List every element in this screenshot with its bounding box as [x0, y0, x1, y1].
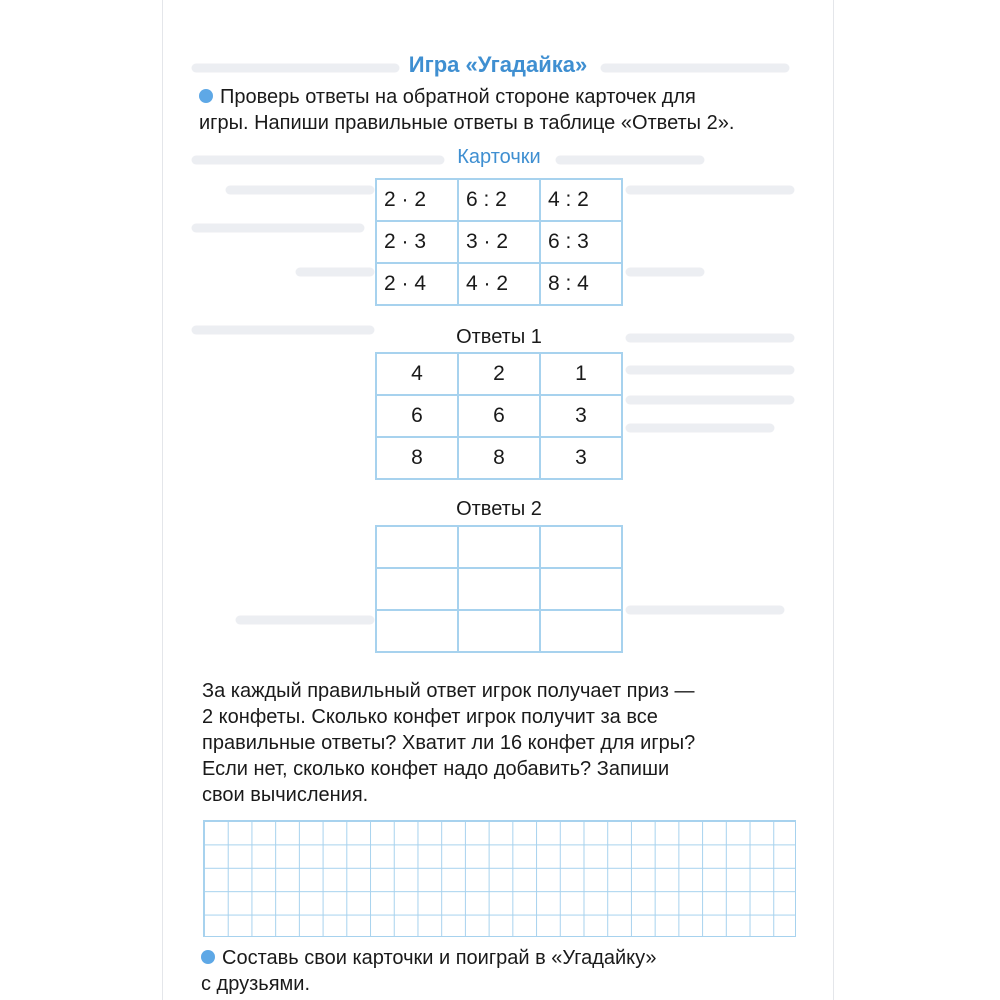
answer-input-cell[interactable] — [376, 526, 458, 568]
answer-cell: 6 — [376, 395, 458, 437]
cards-caption: Карточки — [457, 146, 541, 168]
problem-line-3: правильные ответы? Хватит ли 16 конфет для игры? — [202, 732, 696, 754]
card-cell: 8 : 4 — [540, 263, 622, 305]
answer-input-cell[interactable] — [540, 526, 622, 568]
answer-cell: 8 — [376, 437, 458, 479]
answer-cell: 3 — [540, 395, 622, 437]
answer-cell: 4 — [376, 353, 458, 395]
answer-cell: 8 — [458, 437, 540, 479]
table-row — [376, 568, 622, 610]
intro-line-1: Проверь ответы на обратной стороне карточек для — [199, 84, 799, 110]
answer-input-cell[interactable] — [458, 568, 540, 610]
table-row — [376, 610, 622, 652]
table-row — [376, 395, 622, 437]
squared-writing-area[interactable] — [203, 820, 796, 937]
final-paragraph — [201, 945, 799, 997]
table-row — [376, 437, 622, 479]
card-cell: 6 : 3 — [540, 221, 622, 263]
answer-input-cell[interactable] — [376, 610, 458, 652]
card-cell: 3 · 2 — [458, 221, 540, 263]
intro-line-2: игры. Напиши правильные ответы в таблице «Ответы 2». — [199, 112, 735, 134]
intro-paragraph — [199, 84, 799, 136]
problem-line-5: свои вычисления. — [202, 784, 369, 806]
card-cell: 2 · 3 — [376, 221, 458, 263]
table-row — [376, 179, 622, 221]
answer-cell: 1 — [540, 353, 622, 395]
problem-line-2: 2 конфеты. Сколько конфет игрок получит за все — [202, 706, 658, 728]
page-title: Игра «Угадайка» — [408, 52, 588, 77]
answer-input-cell[interactable] — [376, 568, 458, 610]
final-line-1: Составь свои карточки и поиграй в «Угадайку» — [201, 945, 799, 971]
answers2-caption: Ответы 2 — [456, 498, 542, 520]
card-cell: 4 : 2 — [540, 179, 622, 221]
answer-input-cell[interactable] — [458, 526, 540, 568]
cards-table — [375, 178, 623, 306]
card-cell: 6 : 2 — [458, 179, 540, 221]
answers1-caption: Ответы 1 — [456, 326, 542, 348]
table-row — [376, 221, 622, 263]
answer-cell: 6 — [458, 395, 540, 437]
final-line-2: с друзьями. — [201, 973, 311, 995]
answers2-table — [375, 525, 623, 653]
card-cell: 4 · 2 — [458, 263, 540, 305]
answers1-table — [375, 352, 623, 480]
answer-input-cell[interactable] — [458, 610, 540, 652]
answer-cell: 3 — [540, 437, 622, 479]
card-cell: 2 · 2 — [376, 179, 458, 221]
problem-line-4: Если нет, сколько конфет надо добавить? Запиши — [202, 758, 670, 780]
answer-cell: 2 — [458, 353, 540, 395]
table-row — [376, 353, 622, 395]
table-row — [376, 263, 622, 305]
bullet-icon — [199, 89, 213, 103]
answer-input-cell[interactable] — [540, 568, 622, 610]
table-row — [376, 526, 622, 568]
problem-paragraph — [202, 678, 798, 808]
problem-line-1: За каждый правильный ответ игрок получает приз — — [202, 680, 695, 702]
card-cell: 2 · 4 — [376, 263, 458, 305]
answer-input-cell[interactable] — [540, 610, 622, 652]
bullet-icon — [201, 950, 215, 964]
